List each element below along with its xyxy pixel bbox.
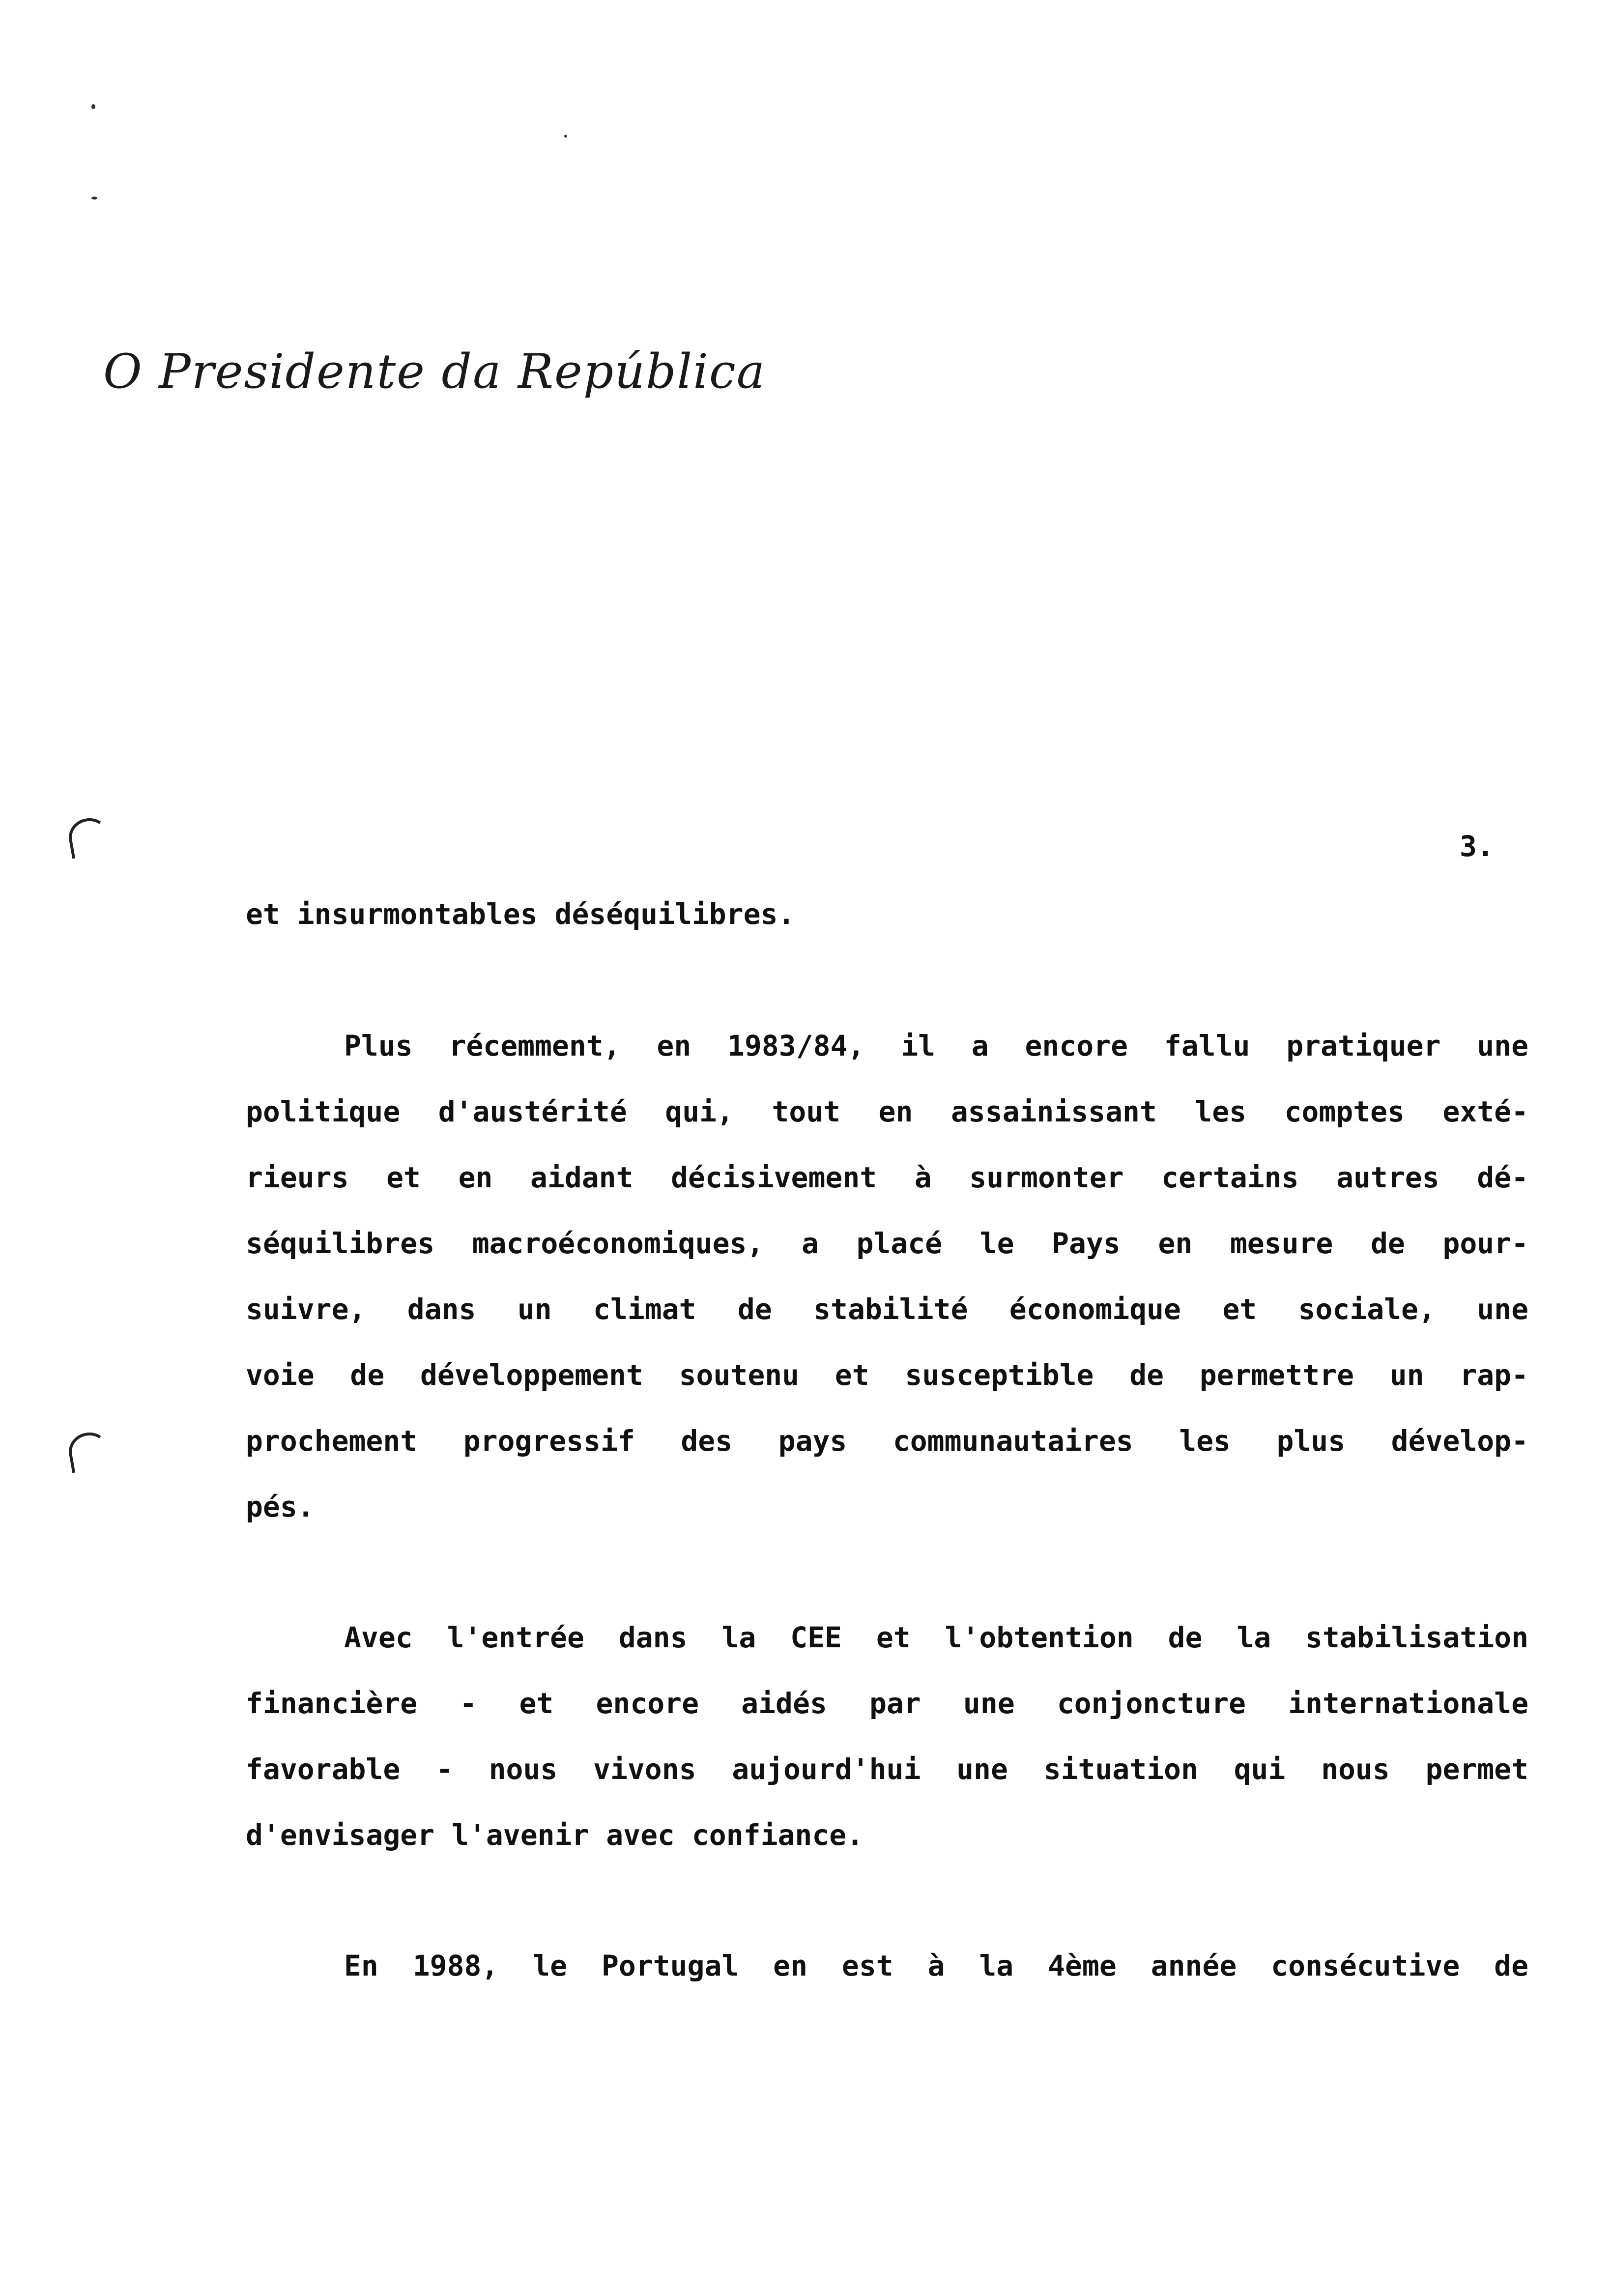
text-line: En 1988, le Portugal en est à la 4ème année consécutive de: [344, 1949, 1528, 1982]
text-line: Plus récemment, en 1983/84, il a encore fallu pratiquer une: [344, 1029, 1528, 1062]
scan-speck: [91, 104, 95, 109]
punch-hole-mark: [66, 815, 112, 859]
letterhead: O Presidente da República: [103, 344, 766, 399]
text-line: prochement progressif des pays communautaires les plus dévelop-: [246, 1424, 1528, 1458]
text-line: rieurs et en aidant décisivement à surmonter certains autres dé-: [246, 1161, 1528, 1194]
text-line: séquilibres macroéconomiques, a placé le Pays en mesure de pour-: [246, 1227, 1528, 1260]
text-line: Avec l'entrée dans la CEE et l'obtention de la stabilisation: [344, 1621, 1528, 1654]
text-line: favorable - nous vivons aujourd'hui une situation qui nous permet: [246, 1752, 1528, 1786]
text-line: suivre, dans un climat de stabilité économique et sociale, une: [246, 1292, 1528, 1326]
scan-speck: [564, 135, 567, 138]
text-line: financière - et encore aidés par une conjoncture internationale: [246, 1687, 1528, 1720]
text-line: et insurmontables déséquilibres.: [246, 897, 795, 931]
punch-hole-mark: [66, 1429, 112, 1473]
text-line: voie de développement soutenu et susceptible de permettre un rap-: [246, 1358, 1528, 1392]
text-line: d'envisager l'avenir avec confiance.: [246, 1818, 864, 1852]
page-number: 3.: [1460, 830, 1494, 863]
text-line: pés.: [246, 1490, 315, 1523]
scan-speck: [91, 197, 97, 200]
text-line: politique d'austérité qui, tout en assainissant les comptes exté-: [246, 1095, 1528, 1128]
